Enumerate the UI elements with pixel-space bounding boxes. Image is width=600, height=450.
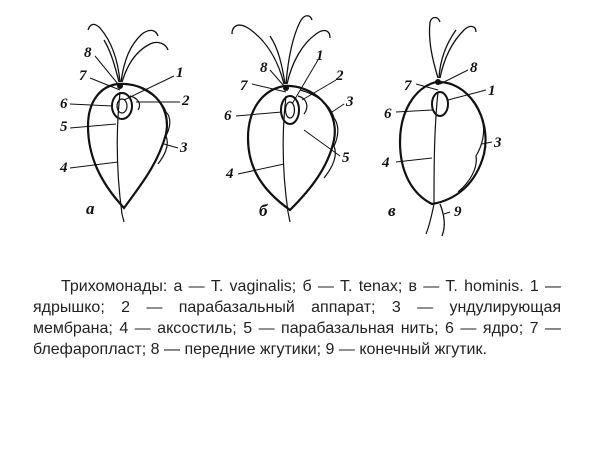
label-1: 1	[176, 65, 184, 81]
undulating-membrane	[136, 86, 170, 164]
label-8: 8	[470, 60, 478, 76]
label-1: 1	[316, 48, 324, 64]
label-7: 7	[240, 78, 248, 94]
label-4: 4	[382, 155, 390, 171]
label-7: 7	[404, 78, 412, 94]
label-6: 6	[224, 108, 232, 124]
label-3: 3	[346, 94, 354, 110]
undulating-membrane	[456, 86, 484, 192]
panel-b	[224, 16, 354, 222]
undulating-membrane	[300, 90, 338, 178]
label-6: 6	[384, 106, 392, 122]
axostyle	[426, 92, 438, 234]
figure-caption: Трихомонады: а — T. vaginalis; б — T. tenax; в — T. hominis. 1 — ядрышко; 2 — парабазальный аппарат; 3 — ундулирующая мембрана; 4 — аксостиль; 5 — парабазальная нить; 6 — ядро; 7 — блефаропласт; 8 — передние жгутики; 9 — конечный жгутик.	[33, 278, 561, 358]
nucleus	[432, 92, 448, 116]
label-3: 3	[180, 140, 188, 156]
label-2: 2	[336, 68, 344, 84]
panel-letter: б	[259, 201, 268, 220]
panel-letter: в	[388, 201, 396, 220]
label-9: 9	[454, 204, 462, 220]
label-4: 4	[60, 160, 68, 176]
label-4: 4	[226, 166, 234, 182]
label-5: 5	[60, 119, 68, 135]
label-2: 2	[182, 93, 190, 109]
posterior-flagellum	[440, 204, 444, 236]
label-6: 6	[60, 96, 68, 112]
anterior-flagella	[88, 24, 168, 82]
panel-letter: а	[86, 199, 95, 218]
label-3: 3	[494, 135, 502, 151]
nucleus	[112, 93, 132, 119]
label-1: 1	[488, 83, 496, 99]
panel-a	[59, 24, 190, 222]
label-7: 7	[79, 68, 87, 84]
panel-c	[381, 18, 502, 237]
label-8: 8	[84, 45, 92, 61]
label-8: 8	[260, 60, 268, 76]
label-5: 5	[342, 150, 350, 166]
